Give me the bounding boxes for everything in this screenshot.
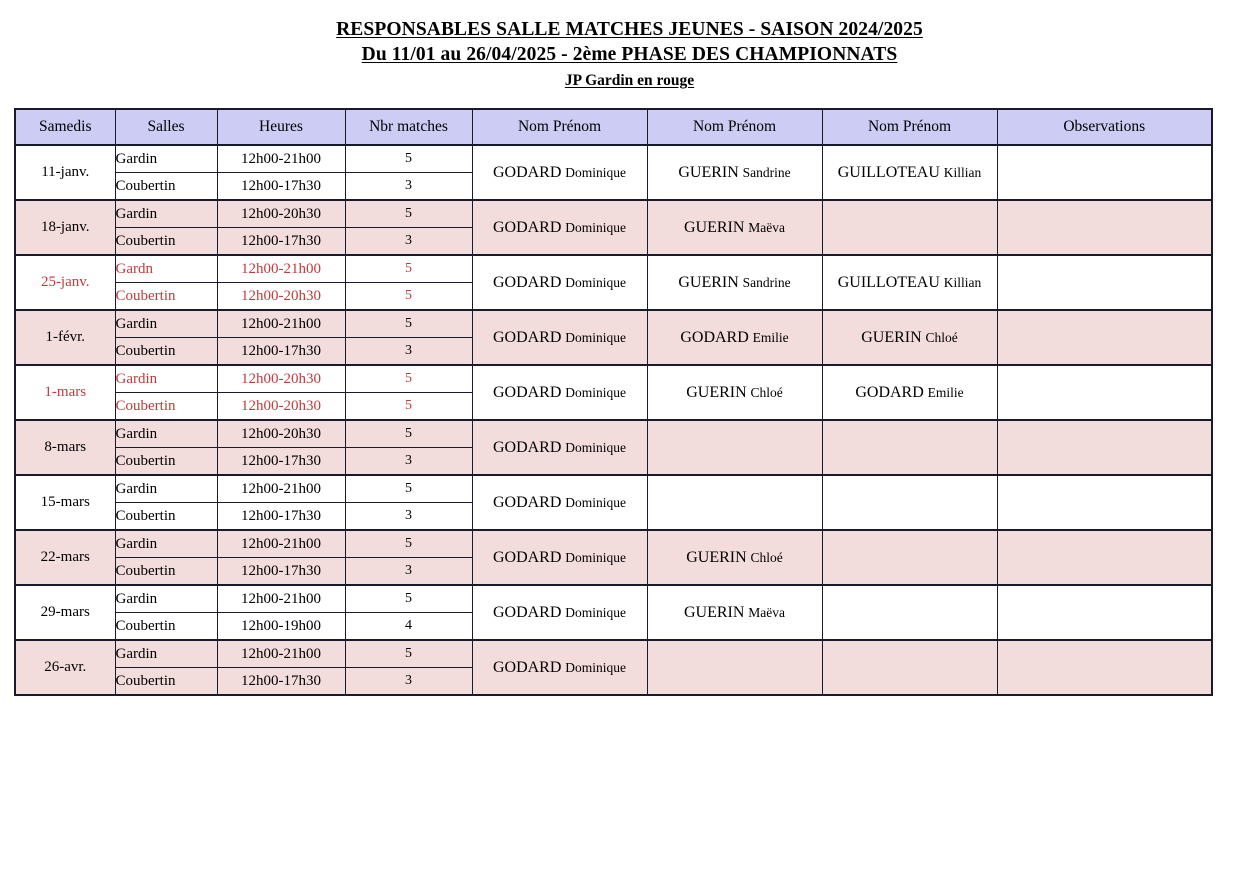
cell-heures: 12h00-20h30	[217, 365, 345, 393]
cell-salle: Coubertin	[115, 558, 217, 586]
nom-first: Dominique	[565, 219, 627, 235]
cell-nom-prenom-3	[822, 420, 997, 475]
cell-nom-prenom-1	[472, 585, 647, 640]
cell-nom-prenom-1	[472, 475, 647, 530]
nom-last: GODARD	[855, 383, 924, 401]
cell-nom-prenom-3	[822, 640, 997, 695]
cell-salle: Gardin	[115, 365, 217, 393]
cell-heures: 12h00-17h30	[217, 173, 345, 201]
cell-heures: 12h00-21h00	[217, 255, 345, 283]
cell-nbr-matches: 5	[345, 585, 472, 613]
cell-nbr-matches: 3	[345, 228, 472, 256]
cell-nbr-matches: 3	[345, 338, 472, 366]
nom-last: GODARD	[492, 603, 562, 621]
cell-date: 11-janv.	[15, 145, 115, 200]
nom-last: GUERIN	[678, 163, 739, 181]
cell-nom-prenom-2	[647, 585, 822, 640]
table-row	[15, 530, 1212, 558]
nom-first: Chloé	[750, 384, 783, 400]
cell-nbr-matches: 3	[345, 668, 472, 696]
nom-first: Maëva	[748, 219, 786, 235]
cell-nbr-matches: 3	[345, 173, 472, 201]
cell-heures: 12h00-17h30	[217, 558, 345, 586]
nom-first: Killian	[943, 164, 982, 180]
cell-nbr-matches: 5	[345, 283, 472, 311]
cell-date: 15-mars	[15, 475, 115, 530]
cell-salle: Gardn	[115, 255, 217, 283]
cell-nbr-matches: 5	[345, 640, 472, 668]
nom-last: GUILLOTEAU	[837, 273, 940, 291]
cell-salle: Coubertin	[115, 448, 217, 476]
document-title-line-2: Du 11/01 au 26/04/2025 - 2ème PHASE DES CHAMPIONNATS	[361, 43, 898, 65]
cell-date: 8-mars	[15, 420, 115, 475]
cell-nbr-matches: 5	[345, 310, 472, 338]
cell-observations	[997, 200, 1212, 255]
table-row	[15, 200, 1212, 228]
cell-nom-prenom-2	[647, 200, 822, 255]
cell-nbr-matches: 5	[345, 255, 472, 283]
nom-first: Dominique	[565, 164, 627, 180]
column-header-observations: Observations	[997, 109, 1212, 145]
column-header-salles: Salles	[115, 109, 217, 145]
column-header-nom-prenom-2: Nom Prénom	[647, 109, 822, 145]
cell-nom-prenom-1	[472, 530, 647, 585]
nom-last: GUERIN	[686, 548, 747, 566]
cell-heures: 12h00-21h00	[217, 530, 345, 558]
table-row	[15, 475, 1212, 503]
cell-nom-prenom-2	[647, 475, 822, 530]
table-row	[15, 585, 1212, 613]
table-row	[15, 365, 1212, 393]
nom-first: Emilie	[752, 329, 789, 345]
nom-first: Emilie	[927, 384, 964, 400]
nom-first: Dominique	[565, 439, 627, 455]
nom-first: Chloé	[750, 549, 783, 565]
cell-heures: 12h00-17h30	[217, 448, 345, 476]
table-header-row	[15, 109, 1212, 145]
cell-salle: Gardin	[115, 585, 217, 613]
table-body	[15, 145, 1212, 695]
nom-last: GODARD	[492, 548, 562, 566]
cell-date: 26-avr.	[15, 640, 115, 695]
cell-heures: 12h00-17h30	[217, 503, 345, 531]
column-header-heures: Heures	[217, 109, 345, 145]
nom-last: GODARD	[492, 493, 562, 511]
cell-observations	[997, 365, 1212, 420]
cell-nbr-matches: 3	[345, 558, 472, 586]
cell-salle: Gardin	[115, 145, 217, 173]
cell-nbr-matches: 5	[345, 145, 472, 173]
cell-date: 1-févr.	[15, 310, 115, 365]
cell-salle: Coubertin	[115, 283, 217, 311]
cell-nom-prenom-3	[822, 475, 997, 530]
cell-nom-prenom-3	[822, 365, 997, 420]
cell-heures: 12h00-19h00	[217, 613, 345, 641]
document-title-line-3: JP Gardin en rouge	[564, 71, 695, 89]
nom-last: GUERIN	[683, 603, 745, 621]
schedule-table	[14, 108, 1213, 696]
nom-last: GUERIN	[686, 383, 747, 401]
cell-nom-prenom-3	[822, 530, 997, 585]
cell-salle: Gardin	[115, 530, 217, 558]
nom-first: Dominique	[565, 494, 627, 510]
cell-date: 25-janv.	[15, 255, 115, 310]
nom-last: GUILLOTEAU	[837, 163, 940, 181]
cell-observations	[997, 255, 1212, 310]
cell-observations	[997, 475, 1212, 530]
cell-date: 18-janv.	[15, 200, 115, 255]
table-row	[15, 420, 1212, 448]
nom-first: Chloé	[925, 329, 958, 345]
cell-date: 22-mars	[15, 530, 115, 585]
cell-nom-prenom-1	[472, 640, 647, 695]
cell-salle: Gardin	[115, 420, 217, 448]
nom-last: GUERIN	[678, 273, 739, 291]
table-row	[15, 255, 1212, 283]
cell-salle: Coubertin	[115, 173, 217, 201]
nom-first: Dominique	[565, 604, 627, 620]
cell-heures: 12h00-20h30	[217, 200, 345, 228]
cell-observations	[997, 420, 1212, 475]
table-header	[15, 109, 1212, 145]
cell-salle: Coubertin	[115, 503, 217, 531]
cell-heures: 12h00-17h30	[217, 668, 345, 696]
cell-date: 1-mars	[15, 365, 115, 420]
cell-nom-prenom-2	[647, 530, 822, 585]
cell-nom-prenom-1	[472, 255, 647, 310]
nom-last: GODARD	[492, 218, 562, 236]
column-header-samedis: Samedis	[15, 109, 115, 145]
cell-nom-prenom-2	[647, 365, 822, 420]
nom-last: GODARD	[492, 273, 562, 291]
cell-salle: Gardin	[115, 640, 217, 668]
cell-nom-prenom-2	[647, 420, 822, 475]
cell-nom-prenom-2	[647, 310, 822, 365]
cell-nom-prenom-1	[472, 310, 647, 365]
nom-last: GODARD	[492, 328, 562, 346]
cell-nbr-matches: 5	[345, 365, 472, 393]
nom-first: Dominique	[565, 274, 627, 290]
cell-salle: Gardin	[115, 200, 217, 228]
column-header-nom-prenom-1: Nom Prénom	[472, 109, 647, 145]
cell-heures: 12h00-17h30	[217, 228, 345, 256]
cell-nom-prenom-1	[472, 420, 647, 475]
cell-observations	[997, 530, 1212, 585]
cell-nom-prenom-2	[647, 145, 822, 200]
cell-heures: 12h00-17h30	[217, 338, 345, 366]
cell-nom-prenom-3	[822, 255, 997, 310]
cell-heures: 12h00-21h00	[217, 640, 345, 668]
nom-last: GODARD	[492, 383, 562, 401]
cell-nom-prenom-2	[647, 255, 822, 310]
cell-nom-prenom-3	[822, 310, 997, 365]
cell-nbr-matches: 5	[345, 530, 472, 558]
table-row	[15, 640, 1212, 668]
nom-first: Dominique	[565, 329, 627, 345]
cell-salle: Coubertin	[115, 668, 217, 696]
nom-first: Killian	[943, 274, 982, 290]
cell-observations	[997, 145, 1212, 200]
nom-last: GODARD	[492, 163, 562, 181]
nom-first: Sandrine	[742, 164, 791, 180]
cell-observations	[997, 310, 1212, 365]
table-row	[15, 310, 1212, 338]
cell-nom-prenom-1	[472, 145, 647, 200]
cell-heures: 12h00-20h30	[217, 420, 345, 448]
document-titles	[0, 0, 1259, 91]
nom-first: Maëva	[748, 604, 786, 620]
cell-heures: 12h00-20h30	[217, 283, 345, 311]
table-row	[15, 145, 1212, 173]
nom-first: Dominique	[565, 549, 627, 565]
cell-nbr-matches: 5	[345, 200, 472, 228]
cell-salle: Coubertin	[115, 613, 217, 641]
cell-salle: Coubertin	[115, 228, 217, 256]
nom-first: Sandrine	[742, 274, 791, 290]
cell-heures: 12h00-21h00	[217, 310, 345, 338]
nom-first: Dominique	[565, 384, 627, 400]
nom-last: GODARD	[492, 438, 562, 456]
cell-salle: Gardin	[115, 475, 217, 503]
cell-nom-prenom-3	[822, 145, 997, 200]
cell-observations	[997, 585, 1212, 640]
nom-last: GUERIN	[861, 328, 922, 346]
cell-salle: Coubertin	[115, 393, 217, 421]
cell-heures: 12h00-21h00	[217, 145, 345, 173]
cell-heures: 12h00-21h00	[217, 585, 345, 613]
cell-date: 29-mars	[15, 585, 115, 640]
nom-first: Dominique	[565, 659, 627, 675]
cell-heures: 12h00-21h00	[217, 475, 345, 503]
document-title-line-1: RESPONSABLES SALLE MATCHES JEUNES - SAISON 2024/2025	[336, 19, 923, 40]
schedule-table-wrap	[14, 108, 1211, 696]
cell-nom-prenom-3	[822, 585, 997, 640]
cell-nbr-matches: 5	[345, 420, 472, 448]
cell-nom-prenom-1	[472, 365, 647, 420]
nom-last: GODARD	[680, 328, 749, 346]
cell-nbr-matches: 5	[345, 393, 472, 421]
cell-nom-prenom-2	[647, 640, 822, 695]
column-header-nom-prenom-3: Nom Prénom	[822, 109, 997, 145]
cell-salle: Coubertin	[115, 338, 217, 366]
cell-salle: Gardin	[115, 310, 217, 338]
cell-nbr-matches: 3	[345, 448, 472, 476]
cell-nom-prenom-3	[822, 200, 997, 255]
cell-nbr-matches: 4	[345, 613, 472, 641]
cell-nbr-matches: 5	[345, 475, 472, 503]
cell-nom-prenom-1	[472, 200, 647, 255]
cell-observations	[997, 640, 1212, 695]
cell-nbr-matches: 3	[345, 503, 472, 531]
nom-last: GUERIN	[683, 218, 745, 236]
cell-heures: 12h00-20h30	[217, 393, 345, 421]
column-header-nbr-matches: Nbr matches	[345, 109, 472, 145]
nom-last: GODARD	[492, 658, 562, 676]
